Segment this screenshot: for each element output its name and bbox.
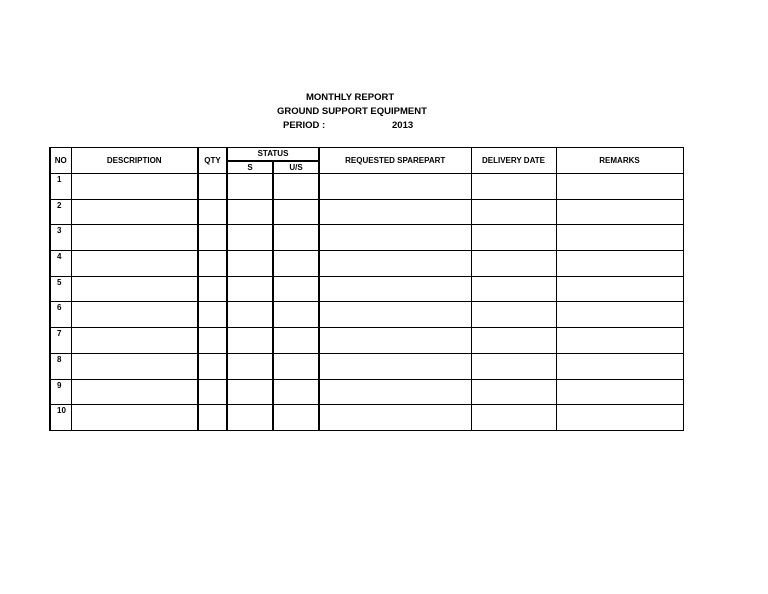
cell-qty[interactable] — [198, 353, 227, 379]
cell-status-s[interactable] — [227, 405, 273, 431]
cell-status-s[interactable] — [227, 251, 273, 277]
period-label: PERIOD : — [283, 120, 326, 131]
cell-delivery-date[interactable] — [471, 276, 556, 302]
cell-status-us[interactable] — [273, 199, 319, 225]
cell-requested-sparepart[interactable] — [319, 302, 471, 328]
header-remarks: REMARKS — [556, 148, 683, 174]
cell-status-us[interactable] — [273, 328, 319, 354]
cell-requested-sparepart[interactable] — [319, 405, 471, 431]
cell-remarks[interactable] — [556, 379, 683, 405]
cell-delivery-date[interactable] — [471, 302, 556, 328]
period-year: 2013 — [392, 120, 414, 131]
cell-no: 5 — [50, 276, 71, 302]
cell-requested-sparepart[interactable] — [319, 199, 471, 225]
report-table — [49, 147, 684, 431]
cell-status-us[interactable] — [273, 174, 319, 200]
cell-remarks[interactable] — [556, 251, 683, 277]
header-requested-sparepart: REQUESTED SPAREPART — [319, 148, 471, 174]
cell-requested-sparepart[interactable] — [319, 328, 471, 354]
cell-status-s[interactable] — [227, 199, 273, 225]
cell-qty[interactable] — [198, 225, 227, 251]
cell-status-s[interactable] — [227, 353, 273, 379]
cell-status-s[interactable] — [227, 379, 273, 405]
cell-qty[interactable] — [198, 276, 227, 302]
cell-qty[interactable] — [198, 328, 227, 354]
table-row — [50, 302, 683, 328]
cell-status-s[interactable] — [227, 328, 273, 354]
cell-description[interactable] — [71, 276, 198, 302]
table-body — [50, 174, 683, 431]
cell-description[interactable] — [71, 225, 198, 251]
cell-qty[interactable] — [198, 302, 227, 328]
report-subtitle: GROUND SUPPORT EQUIPMENT — [277, 106, 427, 117]
cell-status-us[interactable] — [273, 379, 319, 405]
cell-status-us[interactable] — [273, 276, 319, 302]
cell-delivery-date[interactable] — [471, 379, 556, 405]
cell-requested-sparepart[interactable] — [319, 174, 471, 200]
cell-delivery-date[interactable] — [471, 225, 556, 251]
header-status-s: S — [227, 161, 273, 174]
header-description: DESCRIPTION — [71, 148, 198, 174]
cell-status-us[interactable] — [273, 251, 319, 277]
cell-qty[interactable] — [198, 379, 227, 405]
header-status-us: U/S — [273, 161, 319, 174]
cell-no: 1 — [50, 174, 71, 200]
table-row — [50, 225, 683, 251]
cell-remarks[interactable] — [556, 276, 683, 302]
cell-no: 10 — [50, 405, 71, 431]
cell-no: 2 — [50, 199, 71, 225]
table-row — [50, 251, 683, 277]
cell-status-s[interactable] — [227, 276, 273, 302]
cell-remarks[interactable] — [556, 225, 683, 251]
cell-remarks[interactable] — [556, 328, 683, 354]
cell-description[interactable] — [71, 353, 198, 379]
table-row — [50, 276, 683, 302]
cell-delivery-date[interactable] — [471, 174, 556, 200]
cell-description[interactable] — [71, 251, 198, 277]
header-status: STATUS — [227, 148, 319, 161]
cell-description[interactable] — [71, 199, 198, 225]
cell-status-us[interactable] — [273, 353, 319, 379]
report-title: MONTHLY REPORT — [306, 92, 395, 103]
table-row — [50, 353, 683, 379]
cell-qty[interactable] — [198, 405, 227, 431]
table-row — [50, 199, 683, 225]
cell-remarks[interactable] — [556, 199, 683, 225]
cell-remarks[interactable] — [556, 302, 683, 328]
cell-description[interactable] — [71, 328, 198, 354]
cell-no: 4 — [50, 251, 71, 277]
cell-qty[interactable] — [198, 251, 227, 277]
cell-status-us[interactable] — [273, 225, 319, 251]
header-no: NO — [50, 148, 71, 174]
cell-delivery-date[interactable] — [471, 251, 556, 277]
cell-status-s[interactable] — [227, 302, 273, 328]
cell-qty[interactable] — [198, 174, 227, 200]
table-row — [50, 328, 683, 354]
header-qty: QTY — [198, 148, 227, 174]
cell-status-s[interactable] — [227, 174, 273, 200]
cell-remarks[interactable] — [556, 353, 683, 379]
cell-description[interactable] — [71, 405, 198, 431]
cell-delivery-date[interactable] — [471, 199, 556, 225]
cell-requested-sparepart[interactable] — [319, 379, 471, 405]
cell-description[interactable] — [71, 302, 198, 328]
cell-delivery-date[interactable] — [471, 328, 556, 354]
cell-qty[interactable] — [198, 199, 227, 225]
cell-description[interactable] — [71, 174, 198, 200]
cell-no: 6 — [50, 302, 71, 328]
cell-remarks[interactable] — [556, 174, 683, 200]
cell-delivery-date[interactable] — [471, 353, 556, 379]
table-row — [50, 174, 683, 200]
table-row — [50, 379, 683, 405]
cell-status-us[interactable] — [273, 405, 319, 431]
cell-no: 3 — [50, 225, 71, 251]
cell-requested-sparepart[interactable] — [319, 353, 471, 379]
cell-remarks[interactable] — [556, 405, 683, 431]
cell-status-s[interactable] — [227, 225, 273, 251]
cell-no: 7 — [50, 328, 71, 354]
cell-delivery-date[interactable] — [471, 405, 556, 431]
table-row — [50, 405, 683, 431]
cell-requested-sparepart[interactable] — [319, 251, 471, 277]
cell-requested-sparepart[interactable] — [319, 276, 471, 302]
cell-description[interactable] — [71, 379, 198, 405]
cell-no: 8 — [50, 353, 71, 379]
cell-requested-sparepart[interactable] — [319, 225, 471, 251]
cell-no: 9 — [50, 379, 71, 405]
header-delivery-date: DELIVERY DATE — [471, 148, 556, 174]
cell-status-us[interactable] — [273, 302, 319, 328]
